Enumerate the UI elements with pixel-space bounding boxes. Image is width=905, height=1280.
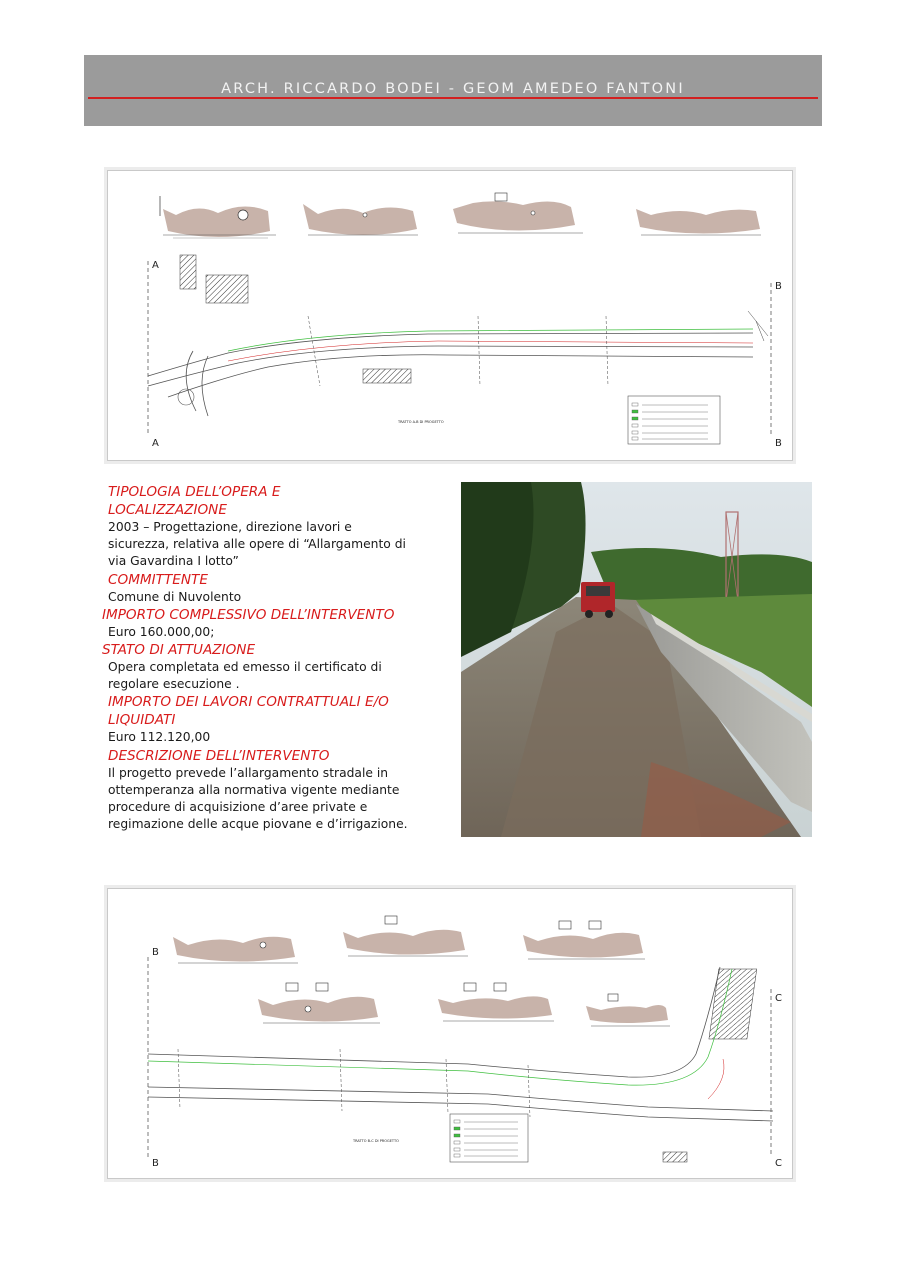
page-header <box>84 55 822 126</box>
status-text: Opera completata ed emesso il certificato di <box>108 660 382 675</box>
status-text: regolare esecuzione . <box>108 677 240 692</box>
heading-typology-cont: LOCALIZZAZIONE <box>108 502 227 518</box>
section-label-left: B <box>152 1158 159 1169</box>
section-label-right: C <box>775 1158 782 1169</box>
building <box>663 1152 687 1162</box>
drawing-top-svg <box>108 171 792 460</box>
drawing-bottom <box>107 888 793 1179</box>
cross-section <box>636 209 761 235</box>
cross-section <box>586 994 670 1026</box>
building <box>180 255 196 289</box>
heading-description: DESCRIZIONE DELL’INTERVENTO <box>108 747 330 764</box>
header-divider <box>88 97 818 99</box>
typology-text: 2003 – Progettazione, direzione lavori e <box>108 520 352 534</box>
typology-text: via Gavardina I lotto” <box>108 554 239 569</box>
cross-section <box>438 983 554 1021</box>
project-info <box>102 483 447 833</box>
drawing-top <box>107 170 793 461</box>
description-text: regimazione delle acque piovane e d’irrigazione. <box>108 817 408 832</box>
section-label-left: B <box>152 947 159 958</box>
section-label-right: B <box>775 438 782 449</box>
drawing-legend <box>628 396 720 444</box>
heading-total-amount: IMPORTO COMPLESSIVO DELL’INTERVENTO <box>102 606 395 623</box>
section-label-right: B <box>775 281 782 292</box>
building <box>363 369 411 383</box>
cross-section <box>523 921 645 959</box>
heading-typology: TIPOLOGIA DELL’OPERA E <box>108 484 281 500</box>
contract-amount-text: Euro 112.120,00 <box>108 730 211 745</box>
drawing-bottom-svg <box>108 889 792 1178</box>
section-label-right: C <box>775 993 782 1004</box>
heading-client: COMMITTENTE <box>108 571 208 588</box>
section-label-left: A <box>152 260 159 271</box>
description-text: ottemperanza alla normativa vigente mediante <box>108 782 400 797</box>
typology-text: sicurezza, relativa alle opere di “Allargamento di <box>108 537 406 552</box>
heading-contract-amount: IMPORTO DEI LAVORI CONTRATTUALI E/O <box>108 694 389 711</box>
description-text: Il progetto prevede l’allargamento stradale in <box>108 765 389 780</box>
total-amount-text: Euro 160.000,00; <box>108 624 215 639</box>
site-photo <box>461 482 812 837</box>
heading-contract-amount-cont: LIQUIDATI <box>108 712 176 729</box>
client-text: Comune di Nuvolento <box>108 589 242 604</box>
drawing-legend <box>450 1114 528 1162</box>
description-text: procedure di acquisizione d’aree private e <box>108 800 368 815</box>
cross-section <box>453 193 583 233</box>
heading-status: STATO DI ATTUAZIONE <box>102 642 256 659</box>
cross-section <box>303 204 418 235</box>
building <box>709 969 757 1039</box>
cross-section <box>160 196 276 238</box>
plan-caption: TRATTO B-C DI PROGETTO <box>353 1139 399 1143</box>
cross-section <box>343 916 468 956</box>
building <box>206 275 248 303</box>
cross-section <box>173 937 298 963</box>
cross-section <box>258 983 380 1023</box>
section-label-left: A <box>152 438 159 449</box>
plan-caption: TRATTO A-B DI PROGETTO <box>398 420 444 424</box>
header-title: ARCH. RICCARDO BODEI - GEOM AMEDEO FANTONI <box>221 81 685 97</box>
